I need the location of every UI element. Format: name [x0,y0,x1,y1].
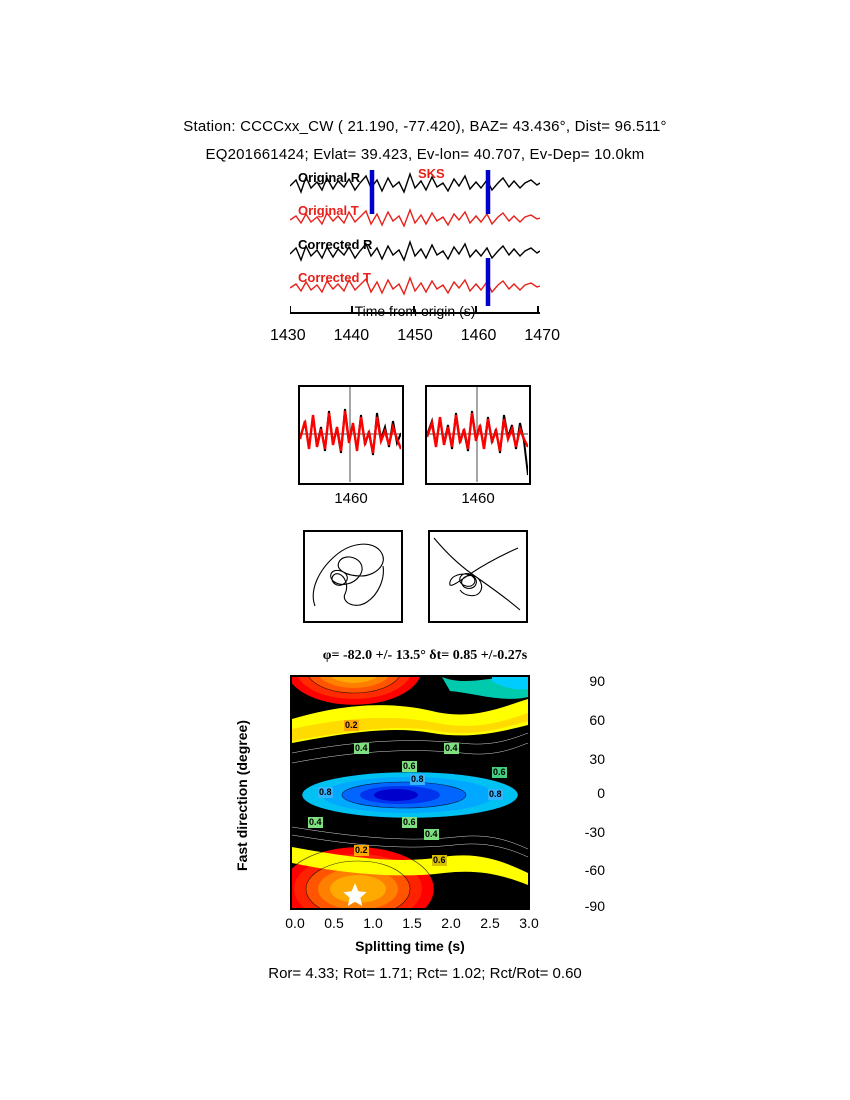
contour-label-7: 0.8 [489,789,502,799]
contour-xtick-5: 2.5 [480,915,500,931]
zoom-left-traces [300,387,401,482]
contour-ytick-m30: -30 [584,824,605,840]
station-header-line1: Station: CCCCxx_CW ( 21.190, -77.420), BAZ= 43.436°, Dist= 96.511° [183,118,667,135]
zoom-right-tick: 1460 [461,490,495,507]
contour-label-9: 0.4 [425,829,438,839]
label-original-t: Original T [298,203,359,218]
particle-motion-corrected [428,530,528,623]
contour-label-11: 0.4 [309,817,322,827]
contour-ytick-90: 90 [589,673,605,689]
quality-metrics-footer: Ror= 4.33; Rot= 1.71; Rct= 1.02; Rct/Rot= 0.60 [268,965,582,982]
particle-motion-left-path [305,532,400,620]
time-tick-4: 1470 [524,327,560,344]
contour-label-4: 0.6 [493,767,506,777]
contour-plot [290,675,530,910]
contour-label-3: 0.6 [403,761,416,771]
contour-label-2: 0.4 [445,743,458,753]
contour-ytick-60: 60 [589,712,605,728]
splitting-result-title: φ= -82.0 +/- 13.5° δt= 0.85 +/-0.27s [322,648,528,663]
contour-xtick-1: 0.5 [324,915,344,931]
contour-ytick-m60: -60 [584,862,605,878]
event-header-line2: EQ201661424; Evlat= 39.423, Ev-lon= 40.707, Ev-Dep= 10.0km [205,146,645,163]
contour-label-5: 0.8 [411,774,424,784]
waveform-panel [290,168,540,318]
particle-motion-right-path [430,532,525,620]
time-tick-0: 1430 [270,327,306,344]
contour-frame [290,675,530,910]
contour-label-12: 0.6 [433,855,446,865]
contour-label-1: 0.4 [355,743,368,753]
contour-xtick-4: 2.0 [441,915,461,931]
time-tick-3: 1460 [460,327,497,344]
zoom-left-tick: 1460 [334,490,368,507]
contour-label-0: 0.2 [345,720,358,730]
zoom-right-traces [427,387,528,482]
contour-ytick-0: 0 [597,785,605,801]
zoom-panel-right [425,385,531,485]
particle-motion-uncorrected [303,530,403,623]
label-original-r: Original R [298,170,361,185]
contour-label-6: 0.8 [319,787,332,797]
contour-label-10: 0.2 [355,845,368,855]
contour-xtick-6: 3.0 [519,915,539,931]
contour-ylabel: Fast direction (degree) [234,720,250,871]
contour-xtick-3: 1.5 [402,915,422,931]
contour-ylabel-wrap [218,678,250,913]
contour-xtick-2: 1.0 [363,915,383,931]
time-axis-caption: Time from origin (s) [354,303,476,319]
contour-label-8: 0.6 [403,817,416,827]
label-sks-phase: SKS [418,166,445,181]
contour-xlabel: Splitting time (s) [355,938,465,954]
contour-ytick-30: 30 [589,751,605,767]
label-corrected-t: Corrected T [298,270,371,285]
contour-xtick-0: 0.0 [285,915,305,931]
label-corrected-r: Corrected R [298,237,373,252]
time-axis-ticks [270,327,560,345]
time-tick-2: 1450 [397,327,433,344]
time-tick-1: 1440 [333,327,370,344]
contour-ytick-m90: -90 [584,898,605,914]
zoom-panel-left [298,385,404,485]
